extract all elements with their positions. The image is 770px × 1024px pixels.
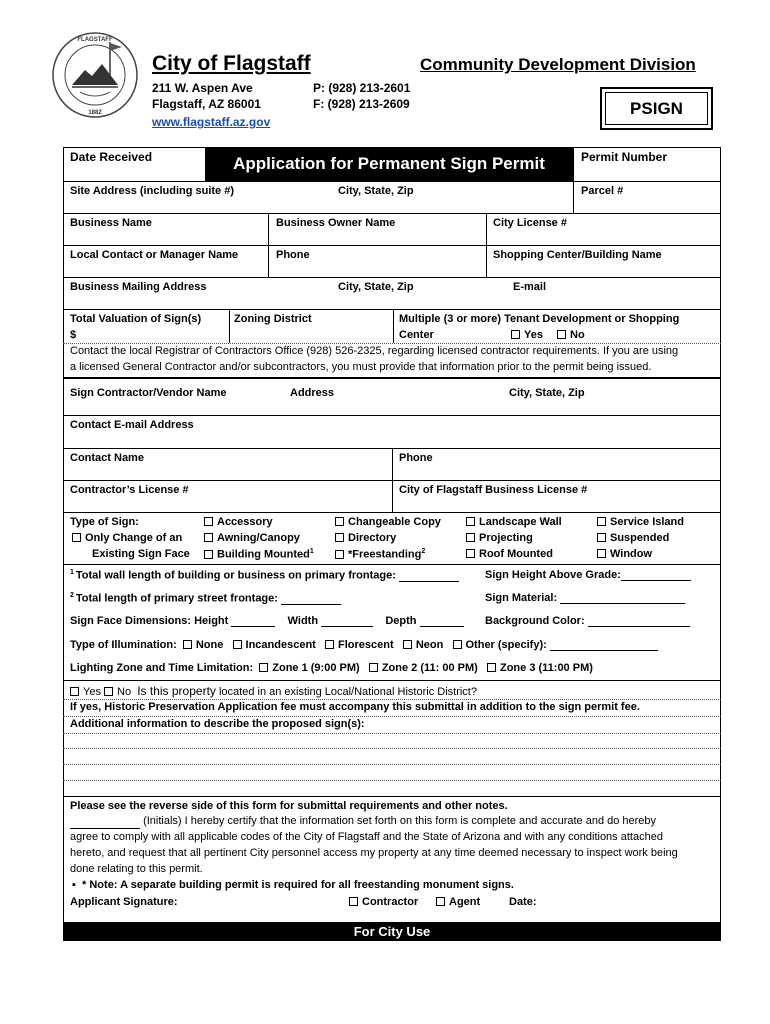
only-change-option[interactable]: Only Change of an bbox=[72, 532, 182, 544]
additional-info-line-3[interactable] bbox=[63, 764, 721, 765]
landscape-wall-checkbox[interactable] bbox=[466, 517, 475, 526]
certification-text: (Initials) I hereby certify that the information set forth on this form is complete and accurate and do hereby agree to comply with all applicable codes of the City of Flagstaff and the State of Arizona and with any conditions attached hereto, and request that all pertinent City personnel access my property at any time deemed necessary to inspect work being done relating to this permit. bbox=[70, 815, 678, 875]
flagstaff-business-license-label[interactable]: City of Flagstaff Business License # bbox=[399, 484, 588, 496]
site-address-label[interactable]: Site Address (including suite #) bbox=[70, 185, 235, 197]
contractor-note-line-1: Contact the local Registrar of Contractors Office (928) 526-2325, regarding licensed contractor requirements. If you are using bbox=[70, 345, 679, 357]
sign-height-label[interactable]: Sign Height Above Grade: bbox=[485, 569, 691, 581]
contact-name-label[interactable]: Contact Name bbox=[70, 452, 144, 464]
background-color-label[interactable]: Background Color: bbox=[485, 615, 690, 627]
freestanding-note: ▪ * Note: A separate building permit is required for all freestanding monument signs. bbox=[72, 879, 514, 891]
sign-material-label[interactable]: Sign Material: bbox=[485, 592, 685, 604]
street-length-label[interactable]: $^2$ Total length of primary street frontage: bbox=[70, 592, 341, 605]
historic-no-checkbox[interactable] bbox=[104, 687, 113, 696]
additional-info-line-1[interactable] bbox=[63, 733, 721, 734]
roof-mounted-checkbox[interactable] bbox=[466, 549, 475, 558]
type-of-sign-label: Type of Sign: bbox=[70, 516, 139, 528]
additional-info-line-2[interactable] bbox=[63, 748, 721, 749]
contractor-license-label[interactable]: Contractor’s License # bbox=[70, 484, 189, 496]
additional-info-label: Additional information to describe the proposed sign(s): bbox=[70, 718, 365, 730]
mailing-city-state-zip-label[interactable]: City, State, Zip bbox=[338, 281, 414, 293]
service-island-checkbox[interactable] bbox=[597, 517, 606, 526]
multiple-tenant-no[interactable]: No bbox=[557, 329, 585, 341]
shopping-center-label[interactable]: Shopping Center/Building Name bbox=[493, 249, 662, 261]
suspended-checkbox[interactable] bbox=[597, 533, 606, 542]
neon-checkbox[interactable] bbox=[403, 640, 412, 649]
zone3-checkbox[interactable] bbox=[487, 663, 496, 672]
mailing-address-label[interactable]: Business Mailing Address bbox=[70, 281, 207, 293]
contractor-checkbox[interactable] bbox=[349, 897, 358, 906]
form-code-badge: PSIGN bbox=[605, 92, 708, 125]
address-line-1: 211 W. Aspen Ave bbox=[152, 81, 253, 95]
suspended-option[interactable]: Suspended bbox=[597, 532, 669, 544]
business-name-label[interactable]: Business Name bbox=[70, 217, 152, 229]
building-mounted-option[interactable]: Building Mounted$^1$ bbox=[204, 548, 314, 561]
for-city-use-bar: For City Use bbox=[63, 922, 721, 941]
multiple-tenant-label: Multiple (3 or more) Tenant Development or Shopping bbox=[399, 313, 680, 325]
contact-phone-label[interactable]: Phone bbox=[399, 452, 433, 464]
historic-district-question: Yes No Is this property located in an existing Local/National Historic District? bbox=[70, 684, 477, 698]
local-contact-label[interactable]: Local Contact or Manager Name bbox=[70, 249, 239, 261]
svg-text:1882: 1882 bbox=[88, 110, 102, 116]
page-title: City of Flagstaff bbox=[152, 52, 311, 75]
accessory-checkbox[interactable] bbox=[204, 517, 213, 526]
multiple-tenant-label-2: Center bbox=[399, 329, 434, 341]
yes-checkbox[interactable] bbox=[511, 330, 520, 339]
none-checkbox[interactable] bbox=[183, 640, 192, 649]
illumination-row: Type of Illumination: None Incandescent Florescent Neon Other (specify): bbox=[70, 639, 658, 651]
dollar-sign: $ bbox=[70, 329, 77, 341]
window-option[interactable]: Window bbox=[597, 548, 652, 560]
historic-fee-note: If yes, Historic Preservation Application fee must accompany this submittal in addition to the sign permit fee. bbox=[70, 701, 640, 713]
site-city-state-zip-label[interactable]: City, State, Zip bbox=[338, 185, 414, 197]
website-link[interactable]: www.flagstaff.az.gov bbox=[152, 115, 271, 129]
zoning-district-label[interactable]: Zoning District bbox=[234, 313, 312, 325]
zone1-checkbox[interactable] bbox=[259, 663, 268, 672]
email-label[interactable]: E-mail bbox=[513, 281, 547, 293]
other-checkbox[interactable] bbox=[453, 640, 462, 649]
landscape-wall-option[interactable]: Landscape Wall bbox=[466, 516, 562, 528]
awning-checkbox[interactable] bbox=[204, 533, 213, 542]
only-change-option-line-2: Existing Sign Face bbox=[92, 548, 190, 560]
contractor-address-label[interactable]: Address bbox=[290, 387, 335, 399]
incandescent-checkbox[interactable] bbox=[233, 640, 242, 649]
applicant-signature-label[interactable]: Applicant Signature: bbox=[70, 896, 178, 908]
signature-date-label[interactable]: Date: bbox=[509, 896, 537, 908]
multiple-tenant-yes[interactable]: Yes bbox=[511, 329, 543, 341]
business-owner-label[interactable]: Business Owner Name bbox=[276, 217, 396, 229]
contractor-option[interactable]: Contractor bbox=[349, 896, 418, 908]
freestanding-option[interactable]: *Freestanding$^2$ bbox=[335, 548, 425, 561]
building-mounted-checkbox[interactable] bbox=[204, 550, 213, 559]
wall-length-label[interactable]: $^1$ Total wall length of building or business on primary frontage: bbox=[70, 569, 459, 582]
additional-info-line-4[interactable] bbox=[63, 780, 721, 781]
agent-option[interactable]: Agent bbox=[436, 896, 480, 908]
projecting-checkbox[interactable] bbox=[466, 533, 475, 542]
accessory-option[interactable]: Accessory bbox=[204, 516, 273, 528]
florescent-checkbox[interactable] bbox=[325, 640, 334, 649]
contractor-note-line-2: a licensed General Contractor and/or subcontractors, you must provide that information prior to the permit being issued. bbox=[70, 361, 652, 373]
historic-yes-checkbox[interactable] bbox=[70, 687, 79, 696]
no-checkbox[interactable] bbox=[557, 330, 566, 339]
face-dimensions-label[interactable]: Sign Face Dimensions: Height Width Depth bbox=[70, 615, 464, 627]
awning-option[interactable]: Awning/Canopy bbox=[204, 532, 300, 544]
phone-label[interactable]: Phone bbox=[276, 249, 310, 261]
city-phones bbox=[313, 80, 410, 112]
reverse-side-note: Please see the reverse side of this form for submittal requirements and other notes. bbox=[70, 800, 508, 812]
parcel-label[interactable]: Parcel # bbox=[581, 185, 624, 197]
contractor-city-state-zip-label[interactable]: City, State, Zip bbox=[509, 387, 585, 399]
directory-checkbox[interactable] bbox=[335, 533, 344, 542]
changeable-copy-checkbox[interactable] bbox=[335, 517, 344, 526]
permit-number-label: Permit Number bbox=[581, 150, 668, 164]
agent-checkbox[interactable] bbox=[436, 897, 445, 906]
phone-number: P: (928) 213-2601 bbox=[313, 81, 411, 95]
city-license-label[interactable]: City License # bbox=[493, 217, 567, 229]
sign-contractor-label[interactable]: Sign Contractor/Vendor Name bbox=[70, 387, 227, 399]
roof-mounted-option[interactable]: Roof Mounted bbox=[466, 548, 553, 560]
form-title: Application for Permanent Sign Permit bbox=[205, 147, 573, 181]
zone2-checkbox[interactable] bbox=[369, 663, 378, 672]
lighting-zone-row: Lighting Zone and Time Limitation: Zone 1 (9:00 PM) Zone 2 (11: 00 PM) Zone 3 (11:00 PM) bbox=[70, 662, 593, 674]
fax-number: F: (928) 213-2609 bbox=[313, 97, 410, 111]
freestanding-checkbox[interactable] bbox=[335, 550, 344, 559]
only-change-checkbox[interactable] bbox=[72, 533, 81, 542]
directory-option[interactable]: Directory bbox=[335, 532, 396, 544]
window-checkbox[interactable] bbox=[597, 549, 606, 558]
division-title: Community Development Division bbox=[420, 55, 696, 74]
contact-email-label[interactable]: Contact E-mail Address bbox=[70, 419, 194, 431]
projecting-option[interactable]: Projecting bbox=[466, 532, 533, 544]
svg-text:FLAGSTAFF: FLAGSTAFF bbox=[77, 37, 113, 43]
date-received-label: Date Received bbox=[70, 150, 153, 164]
total-valuation-label[interactable]: Total Valuation of Sign(s) bbox=[70, 313, 202, 325]
city-address bbox=[152, 80, 261, 112]
city-seal-logo bbox=[50, 30, 140, 120]
address-line-2: Flagstaff, AZ 86001 bbox=[152, 97, 261, 111]
service-island-option[interactable]: Service Island bbox=[597, 516, 684, 528]
changeable-copy-option[interactable]: Changeable Copy bbox=[335, 516, 441, 528]
